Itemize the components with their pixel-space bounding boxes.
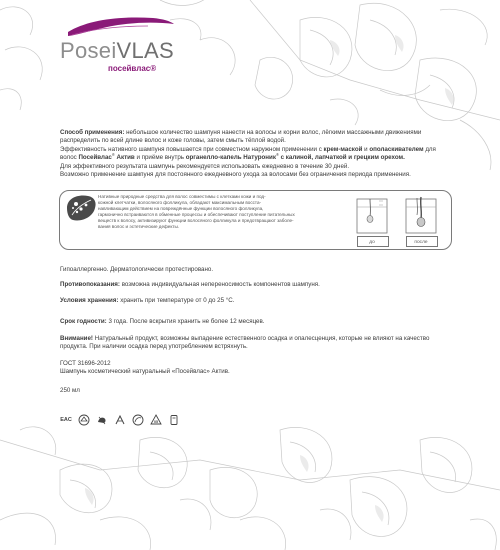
usage-method-text: небольшое количество шампуня нанести на волосы и корни волос, лёгкими массажными движениями распределить по всей длине волос и коже головы, затем смыть тёплой водой. bbox=[60, 129, 422, 145]
usage-section bbox=[60, 129, 444, 179]
efficiency-drops: органелло-капель Натуроник bbox=[185, 154, 276, 162]
hair-after-diagram bbox=[402, 195, 440, 245]
product-volume: 250 мл bbox=[60, 387, 80, 394]
info-line-3: навливающим действием на повреждённые функции волосяного фолликула, bbox=[98, 206, 264, 211]
hair-before-diagram bbox=[353, 195, 391, 245]
usage-efficiency-paragraph bbox=[60, 146, 444, 163]
no-animal-test-mark-icon bbox=[96, 414, 108, 426]
info-line-1: Нативные природные средства для волос совместимы с клетками кожи и под- bbox=[98, 194, 266, 199]
recycle-pp-mark-icon bbox=[150, 414, 162, 426]
eac-mark-icon bbox=[60, 414, 72, 426]
brand-name bbox=[60, 38, 174, 64]
attention-title: Внимание! bbox=[60, 335, 93, 342]
storage-title: Условия хранения: bbox=[60, 297, 119, 304]
storage-text: хранить при температуре от 0 до 25 °С. bbox=[118, 297, 235, 304]
efficiency-ingredients: с калиной, лапчаткой и грецким орехом. bbox=[278, 154, 405, 162]
shelf-life-text: 3 года. После вскрытия хранить не более 12 месяцев. bbox=[106, 318, 265, 325]
efficiency-registered-mark-2: ® bbox=[275, 152, 279, 158]
eac-mark-label: EAC bbox=[60, 417, 72, 423]
cosmetic-mark-icon bbox=[168, 414, 180, 426]
natural-mark-icon bbox=[114, 414, 126, 426]
recycle-pp-number: 05 bbox=[154, 420, 158, 424]
usage-method-title: Способ применения: bbox=[60, 129, 125, 136]
usage-method-paragraph bbox=[60, 129, 444, 146]
usage-daily-paragraph: Возможно применение шампуня для постоянного ежедневного ухода за волосами без ограничения периода применения. bbox=[60, 171, 411, 179]
hair-after-label: после bbox=[414, 240, 428, 245]
contraindications-title: Противопоказания: bbox=[60, 281, 120, 288]
info-line-4: гармонично встраиваются в обменные процессы и обеспечивают поступление питательных bbox=[98, 212, 295, 217]
info-line-2: кожной клетчатки, волосяного фолликула, обладают максимальным восста- bbox=[98, 200, 262, 205]
info-line-5: веществ к волосу, активизируют функции волосяного фолликула и предотвращают заболе- bbox=[98, 218, 294, 223]
hypoallergenic-note: Гипоаллергенно. Дерматологически протестировано. bbox=[60, 266, 214, 273]
contraindications-text: возможна индивидуальная непереносимость компонентов шампуня. bbox=[119, 281, 320, 288]
attention-text: Натуральный продукт, возможны выпадение естественного осадка и опалесценция, которые не влияют на качество продукта. При наличии осадка перед употреблением встряхнуть. bbox=[60, 335, 430, 351]
info-line-6: вания волос и эстетические дефекты. bbox=[98, 224, 180, 229]
certification-marks bbox=[60, 413, 180, 427]
efficiency-registered-mark: ® bbox=[111, 152, 115, 158]
storage-conditions bbox=[60, 297, 450, 305]
shelf-life-title: Срок годности: bbox=[60, 318, 107, 325]
efficiency-rinse: ополаскивателем bbox=[369, 145, 424, 153]
usage-course-paragraph: Для эффективного результата шампунь рекомендуется использовать ежедневно в течение 30 дней. bbox=[60, 162, 350, 170]
efficiency-text-1: Эффективность нативного шампуня повышается при совместном наружном применении с bbox=[60, 145, 324, 153]
brand-name-cyrillic: посейвлас® bbox=[108, 64, 157, 73]
recycle-mark-icon bbox=[78, 414, 90, 426]
brand-name-part1: Posei bbox=[60, 38, 117, 63]
eco-mark-icon bbox=[132, 414, 144, 426]
brand-logo bbox=[52, 12, 202, 74]
native-info-box bbox=[59, 190, 452, 250]
gost-block bbox=[60, 360, 450, 377]
product-name: Шампунь косметический натуральный «Посейвлас» Актив. bbox=[60, 368, 230, 376]
efficiency-text-2: и bbox=[362, 145, 370, 153]
efficiency-text-4: и приёме внутрь bbox=[134, 154, 186, 162]
attention-note bbox=[60, 335, 450, 352]
efficiency-cream-mask: крем-маской bbox=[323, 145, 363, 153]
hair-before-label: до bbox=[369, 240, 375, 245]
hair-follicle-before-icon bbox=[353, 195, 391, 237]
efficiency-active: Актив bbox=[114, 154, 135, 162]
gost-standard: ГОСТ 31696-2012 bbox=[60, 360, 111, 367]
efficiency-text-3: для волос bbox=[60, 145, 436, 162]
shelf-life bbox=[60, 318, 450, 326]
native-info-text bbox=[98, 194, 368, 230]
efficiency-brand: Посейвлас bbox=[78, 154, 112, 162]
leaf-drops-icon bbox=[64, 193, 98, 223]
hair-follicle-after-icon bbox=[402, 195, 440, 237]
contraindications bbox=[60, 281, 450, 289]
brand-name-part2: VLAS bbox=[116, 38, 175, 63]
